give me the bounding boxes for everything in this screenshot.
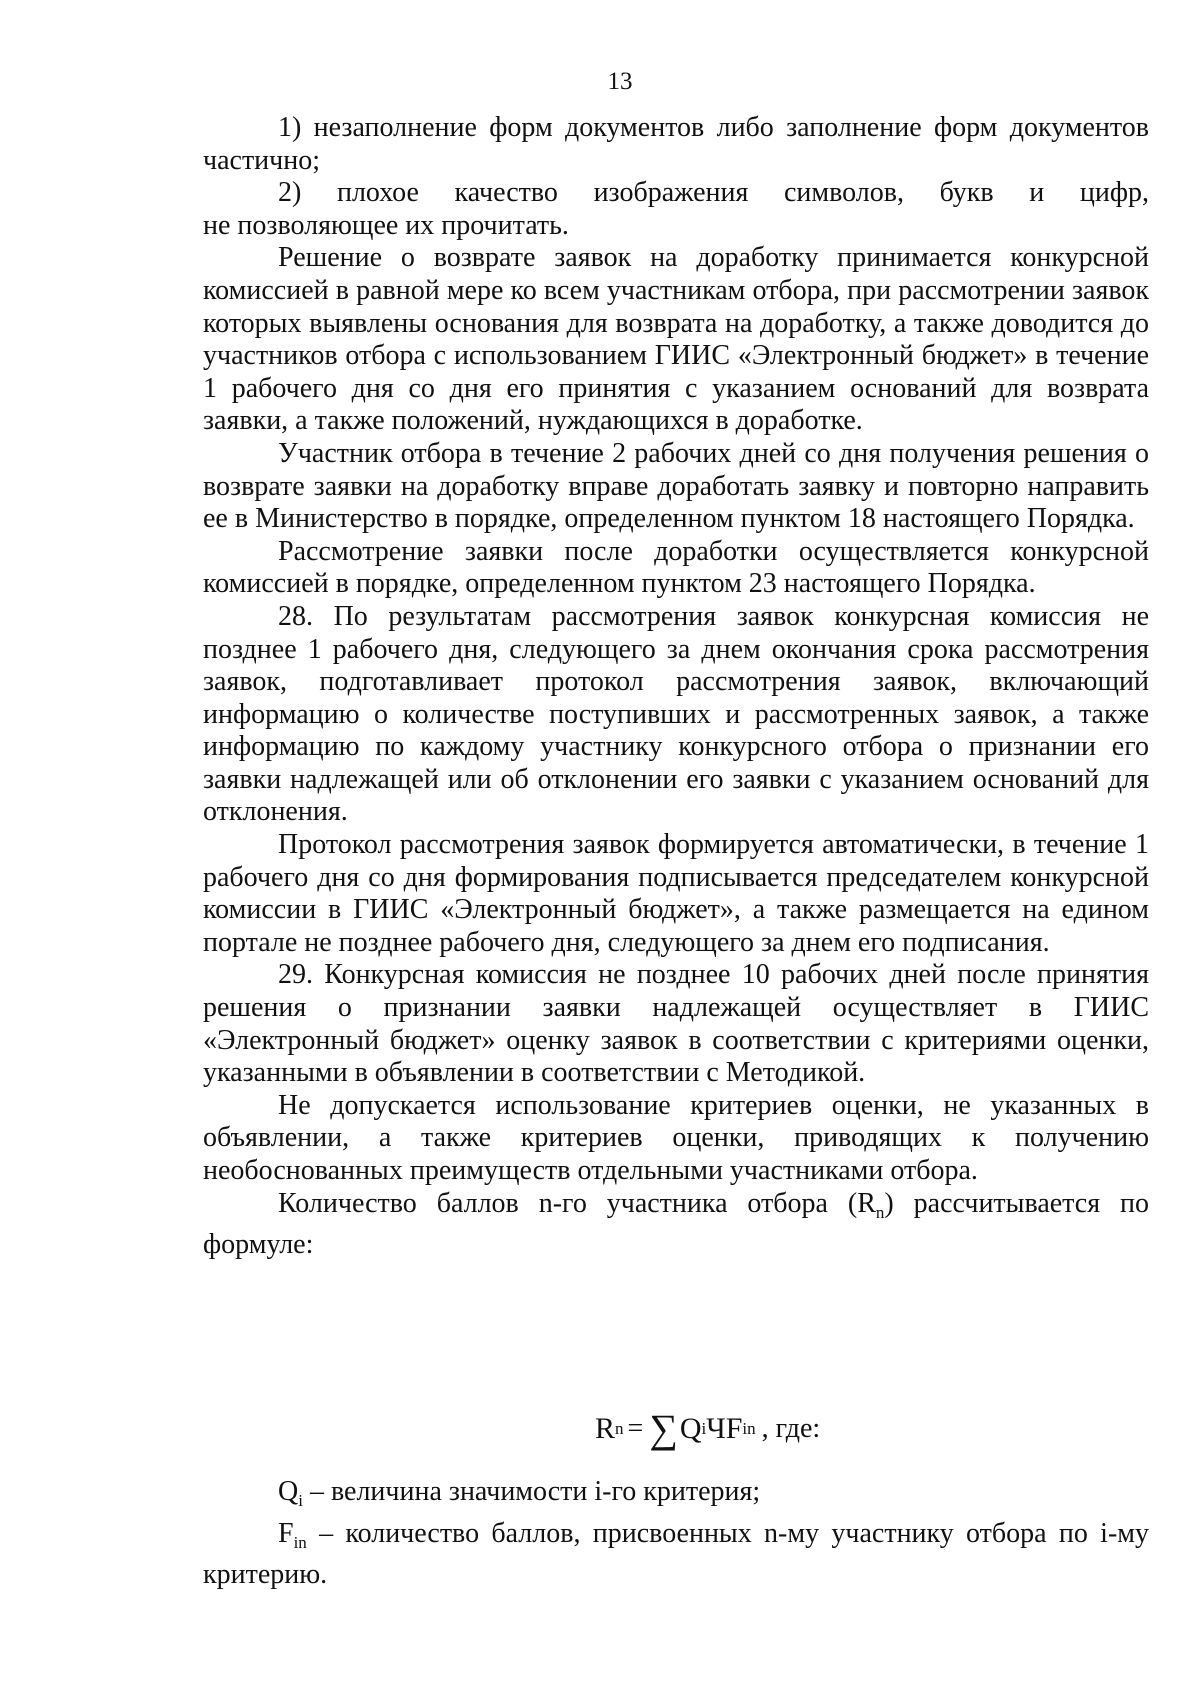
definition-q-text: – величина значимости i-го критерия;: [302, 1476, 761, 1507]
paragraph-review-after-rework: Рассмотрение заявки после доработки осуществляется конкурсной комиссией в порядке, определенном пунктом 23 настоящего Порядка.: [203, 535, 1149, 600]
paragraph-protocol: Протокол рассмотрения заявок формируется автоматически, в течение 1 рабочего дня со дня формирования подписывается председателем конкурсной комиссии в ГИИС «Электронный бюджет», а также размещается на едином портале не позднее рабочего дня, следующего за днем его подписания.: [203, 829, 1149, 958]
formula-q: Q: [679, 1412, 702, 1445]
sum-symbol: ∑: [649, 1406, 678, 1451]
paragraph-return-decision: Решение о возврате заявок на доработку принимается конкурсной комиссией в равной мере ко всем участникам отбора, при рассмотрении заявок которых выявлены основания для возврата на доработку, а также доводится до участников отбора с использованием ГИИС «Электронный бюджет» в течение 1 рабочего дня со дня его принятия с указанием оснований для возврата заявки, а также положений, нуждающихся в доработке.: [203, 242, 1149, 437]
score-formula: [595, 1399, 820, 1459]
document-body: [203, 112, 1149, 1262]
list-item-2: 2) плохое качество изображения символов, букв и цифр,: [278, 177, 1149, 209]
paragraph-score-intro: Количество баллов n-го участника отбора $(R_n)$ рассчитывается по формуле:: [203, 1187, 1149, 1261]
list-item-1: 1) незаполнение форм документов либо заполнение форм документов частично;: [203, 112, 1149, 176]
definition-q: [203, 1476, 1149, 1518]
formula-lhs-subscript: n: [615, 1419, 624, 1438]
paragraph-item-28: 28. По результатам рассмотрения заявок конкурсная комиссия не позднее 1 рабочего дня, следующего за днем окончания срока рассмотрения заявок, подготавливает протокол рассмотрения заявок, включающий информацию о количестве поступивших и рассмотренных заявок, а также информацию по каждому участнику конкурсного отбора о признании его заявки надлежащей или об отклонении его заявки с указанием оснований для отклонения.: [203, 600, 1149, 828]
formula-multiply: Ч: [706, 1412, 726, 1445]
definition-f-symbol: F: [278, 1517, 294, 1549]
definition-f: [203, 1518, 1149, 1592]
formula-f-subscript: in: [742, 1419, 756, 1438]
definition-q-symbol: Q: [278, 1476, 299, 1507]
paragraph-participant-rework: Участник отбора в течение 2 рабочих дней со дня получения решения о возврате заявки на доработку вправе доработать заявку и повторно направить ее в Министерство в порядке, определенном пунктом 18 настоящего Порядка.: [203, 437, 1149, 535]
definition-q-subscript: i: [298, 1491, 303, 1510]
paragraph-criteria-restriction: Не допускается использование критериев оценки, не указанных в объявлении, а также критериев оценки, приводящих к получению необоснованных преимуществ отдельными участниками отбора.: [203, 1089, 1149, 1186]
formula-q-subscript: i: [701, 1419, 707, 1438]
page-number: 13: [607, 68, 633, 95]
formula-f: F: [725, 1412, 743, 1445]
list-item-2-continuation: не позволяющее их прочитать.: [203, 209, 569, 241]
formula-lhs: R: [595, 1412, 616, 1445]
formula-definitions: [203, 1476, 1149, 1592]
paragraph-item-29: 29. Конкурсная комиссия не позднее 10 рабочих дней после принятия решения о признании заявки надлежащей осуществляет в ГИИС «Электронный бюджет» оценку заявок в соответствии с критериями оценки, указанными в объявлении в соответствии с Методикой.: [203, 959, 1149, 1089]
definition-f-text: – количество баллов, присвоенных n-му участнику отбора по i-му критерию.: [203, 1517, 1149, 1591]
formula-equals: =: [627, 1413, 644, 1444]
definition-f-subscript: in: [293, 1532, 307, 1552]
formula-suffix: , где:: [761, 1413, 821, 1444]
